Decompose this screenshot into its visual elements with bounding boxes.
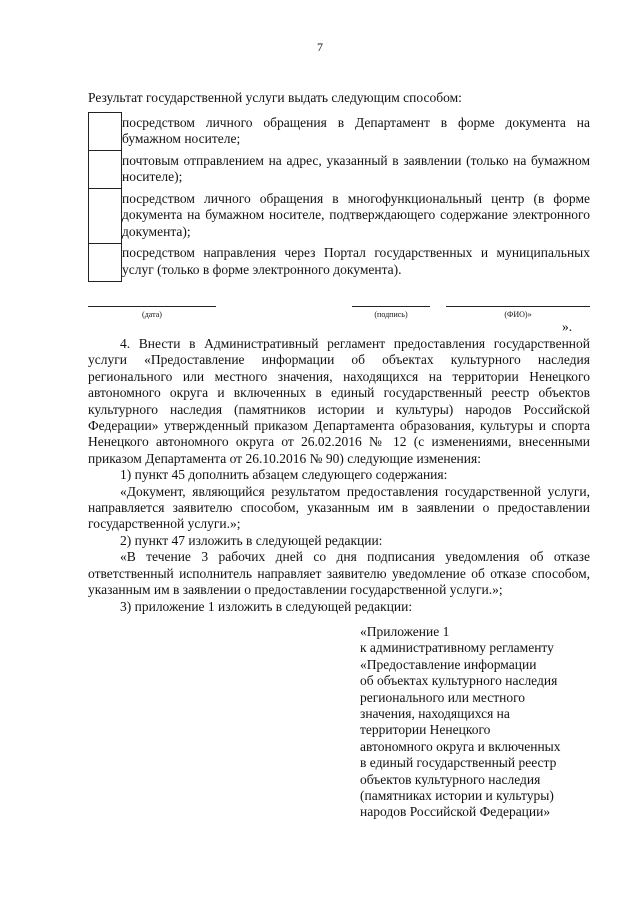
paragraph-point-47: 2) пункт 47 изложить в следующей редакции: bbox=[120, 532, 383, 548]
appendix-line: об объектах культурного наследия bbox=[360, 673, 558, 689]
paragraph-point-45-text: «Документ, являющийся результатом предоставления государственной услуги, направляется заявителю способом, указанным им в заявлении о предоставлении государственной услуги.»; bbox=[88, 483, 590, 532]
signature-line[interactable] bbox=[352, 306, 430, 307]
option-row bbox=[89, 189, 591, 244]
paragraph-point-47-text: «В течение 3 рабочих дней со дня подписания уведомления об отказе ответственный исполнитель направляет заявителю уведомление об отказе способом, указанным им в заявлении о предоставлении государственной услуги.»; bbox=[88, 549, 590, 598]
appendix-line: «Приложение 1 bbox=[360, 624, 450, 639]
option-text: почтовым отправлением на адрес, указанный в заявлении (только на бумажном носителе); bbox=[122, 151, 591, 189]
signature-label: (подпись) bbox=[374, 310, 408, 319]
option-text: посредством личного обращения в Департамент в форме документа на бумажном носителе; bbox=[122, 113, 591, 151]
option-text: посредством направления через Портал государственных и муниципальных услуг (только в форме электронного документа). bbox=[122, 243, 591, 281]
option-checkbox[interactable] bbox=[89, 243, 122, 281]
appendix-line: (памятниках истории и культуры) bbox=[360, 788, 554, 804]
paragraph-appendix-1: 3) приложение 1 изложить в следующей редакции: bbox=[120, 598, 413, 614]
appendix-line: территории Ненецкого bbox=[360, 722, 491, 738]
appendix-line: автономного округа и включенных bbox=[360, 738, 561, 754]
option-checkbox[interactable] bbox=[89, 151, 122, 189]
appendix-line: к административному регламенту bbox=[360, 640, 554, 656]
date-label: (дата) bbox=[142, 310, 162, 319]
amendment-body bbox=[88, 336, 590, 615]
option-checkbox[interactable] bbox=[89, 189, 122, 244]
option-text: посредством личного обращения в многофункциональный центр (в форме документа на бумажном носителе, подтверждающего содержание электронного документа); bbox=[122, 189, 591, 244]
option-row bbox=[89, 113, 591, 151]
result-method-intro: Результат государственной услуги выдать следующим способом: bbox=[88, 90, 462, 105]
result-method-options bbox=[88, 112, 590, 282]
option-row bbox=[89, 151, 591, 189]
page-number: 7 bbox=[317, 40, 323, 54]
option-checkbox[interactable] bbox=[89, 113, 122, 151]
appendix-line: объектов культурного наследия bbox=[360, 771, 541, 787]
appendix-line: «Предоставление информации bbox=[360, 656, 537, 672]
paragraph-item-4: 4. Внести в Административный регламент предоставления государственной услуги «Предоставление информации об объектах культурного наследия регионального или местного значения, находящихся на территории Ненецкого автономного округа и включенных в единый государственный реестр объектов культурного наследия (памятников истории и культуры) народов Российской Федерации» утвержденный приказом Департамента образования, культуры и спорта Ненецкого автономного округа от 26.02.2016 № 12 (с изменениями, внесенными приказом Департамента от 26.10.2016 № 90) следующие изменения: bbox=[88, 336, 590, 466]
appendix-line: народов Российской Федерации» bbox=[360, 804, 551, 820]
option-row bbox=[89, 243, 591, 281]
date-line[interactable] bbox=[88, 306, 216, 307]
appendix-header bbox=[360, 624, 600, 821]
closing-quote: ». bbox=[562, 319, 573, 334]
appendix-line: значения, находящихся на bbox=[360, 706, 510, 722]
appendix-line: регионального или местного bbox=[360, 689, 526, 705]
name-line[interactable] bbox=[446, 306, 590, 307]
appendix-line: в единый государственный реестр bbox=[360, 755, 557, 771]
name-label: (ФИО)» bbox=[504, 310, 532, 319]
paragraph-point-45: 1) пункт 45 дополнить абзацем следующего содержания: bbox=[120, 467, 448, 483]
